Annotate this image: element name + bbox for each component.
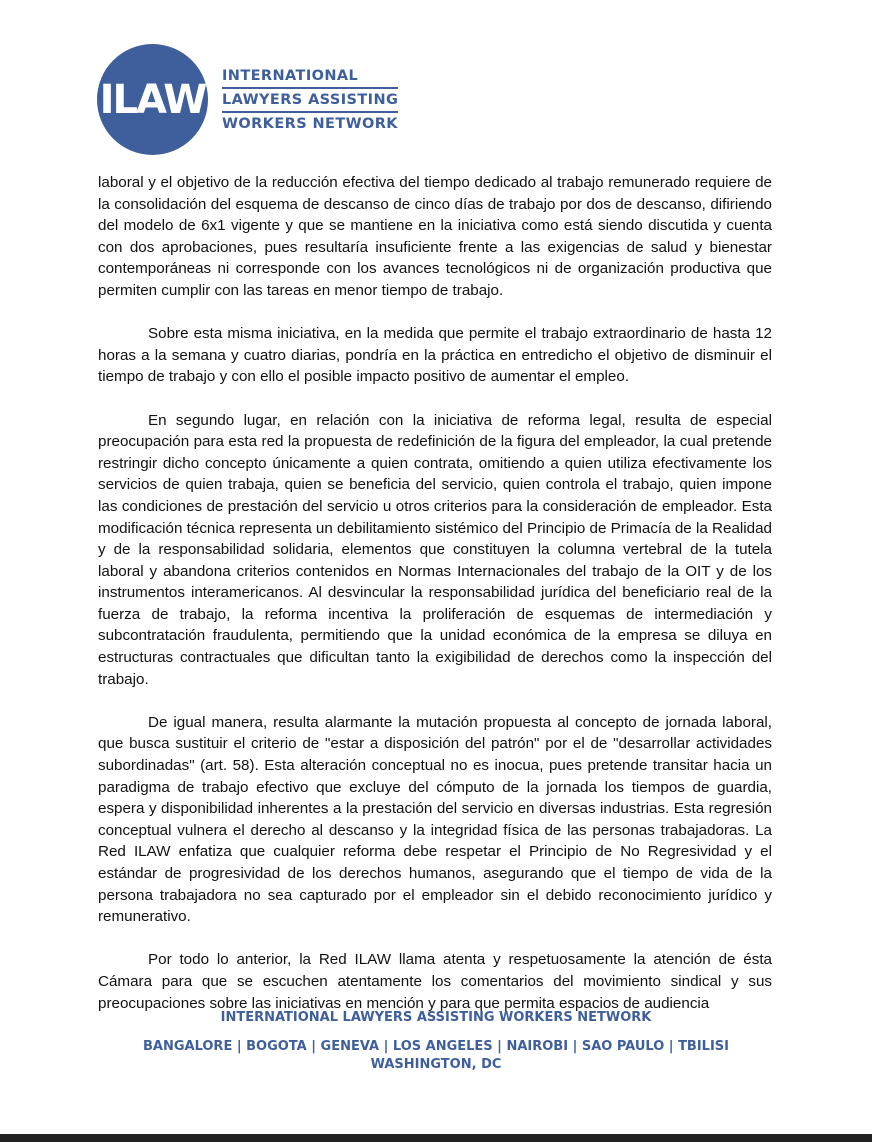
letterhead-footer — [0, 1009, 872, 1074]
logo-wordmark — [222, 65, 398, 135]
footer-cities-line-1: BANGALORE | BOGOTA | GENEVA | LOS ANGELES | NAIROBI | SAO PAULO | TBILISI — [142, 1039, 729, 1054]
paragraph-3: En segundo lugar, en relación con la iniciativa de reforma legal, resulta de especial preocupación para esta red la propuesta de redefinición de la figura del empleador, la cual pretende restringir dicho concepto únicamente a quien contrata, omitiendo a quien utiliza efectivamente los servicios de quien trabaja, quien se beneficia del servicio, quien controla el trabajo, quien impone las condiciones de prestación del servicio u otros criterios para la consideración de empleador. Esta modificación técnica representa un debilitamiento sistémico del Principio de Primacía de la Realidad y de la responsabilidad solidaria, elementos que constituyen la columna vertebral de la tutela laboral y abandona criterios contenidos en Normas Internacionales del trabajo de la OIT y de los instrumentos interamericanos. Al desvincular la responsabilidad jurídica del beneficiario real de la fuerza de trabajo, la reforma incentiva la proliferación de esquemas de intermediación y subcontratación fraudulenta, permitiendo que la unidad económica de la empresa se diluya en estructuras contractuales que dificultan tanto la exigibilidad de derechos como la inspección del trabajo. — [98, 411, 772, 688]
paragraph-1: laboral y el objetivo de la reducción efectiva del tiempo dedicado al trabajo remunerado requiere de la consolidación del esquema de descanso de cinco días de trabajo por dos de descanso, difiriendo del modelo de 6x1 vigente y que se mantiene en la iniciativa como está siendo discutida y cuenta con dos aprobaciones, pues resultaría insuficiente frente a las exigencias de salud y bienestar contemporáneas ni corresponde con los avances tecnológicos ni de organización productiva que permiten cumplir con las tareas en menor tiempo de trabajo. — [98, 174, 772, 299]
logo-line-1: INTERNATIONAL — [222, 65, 398, 89]
logo-line-3: WORKERS NETWORK — [222, 115, 398, 132]
letter-body — [98, 172, 772, 1014]
logo-mark-text: ILAW — [99, 76, 206, 123]
logo-line-2: LAWYERS ASSISTING — [222, 89, 398, 113]
paragraph-4: De igual manera, resulta alarmante la mutación propuesta al concepto de jornada laboral, que busca sustituir el criterio de "estar a disposición del patrón" por el de "desarrollar actividades subordinadas" (art. 58). Esta alteración conceptual no es inocua, pues pretende transitar hacia un paradigma de trabajo efectivo que excluye del cómputo de la jornada los tiempos de guardia, espera y disponibilidad inherentes a la prestación del servicio en diversas industrias. Esta regresión conceptual vulnera el derecho al descanso y la integridad física de las personas trabajadoras. La Red ILAW enfatiza que cualquier reforma debe respetar el Principio de No Regresividad y el estándar de progresividad de los derechos humanos, asegurando que el tiempo de vida de la persona trabajadora no sea capturado por el empleador sin el debido reconocimiento jurídico y remunerativo. — [98, 713, 772, 926]
paragraph-5: Por todo lo anterior, la Red ILAW llama atenta y respetuosamente la atención de ésta Cámara para que se escuchen atentamente los comentarios del movimiento sindical y sus preocupaciones sobre las iniciativas en mención y para que permita espacios de audiencia — [98, 951, 772, 1012]
logo-circle-mark — [97, 44, 208, 155]
footer-org-name: INTERNATIONAL LAWYERS ASSISTING WORKERS NETWORK — [220, 1010, 652, 1025]
footer-cities-line-2: WASHINGTON, DC — [370, 1057, 502, 1072]
paragraph-2: Sobre esta misma iniciativa, en la medida que permite el trabajo extraordinario de hasta 12 horas a la semana y cuatro diarias, pondría en la práctica en entredicho el objetivo de disminuir el tiempo de trabajo y con ello el posible impacto positivo de aumentar el empleo. — [98, 325, 772, 386]
ilaw-logo — [97, 44, 398, 155]
bottom-edge-bar — [0, 1134, 872, 1142]
